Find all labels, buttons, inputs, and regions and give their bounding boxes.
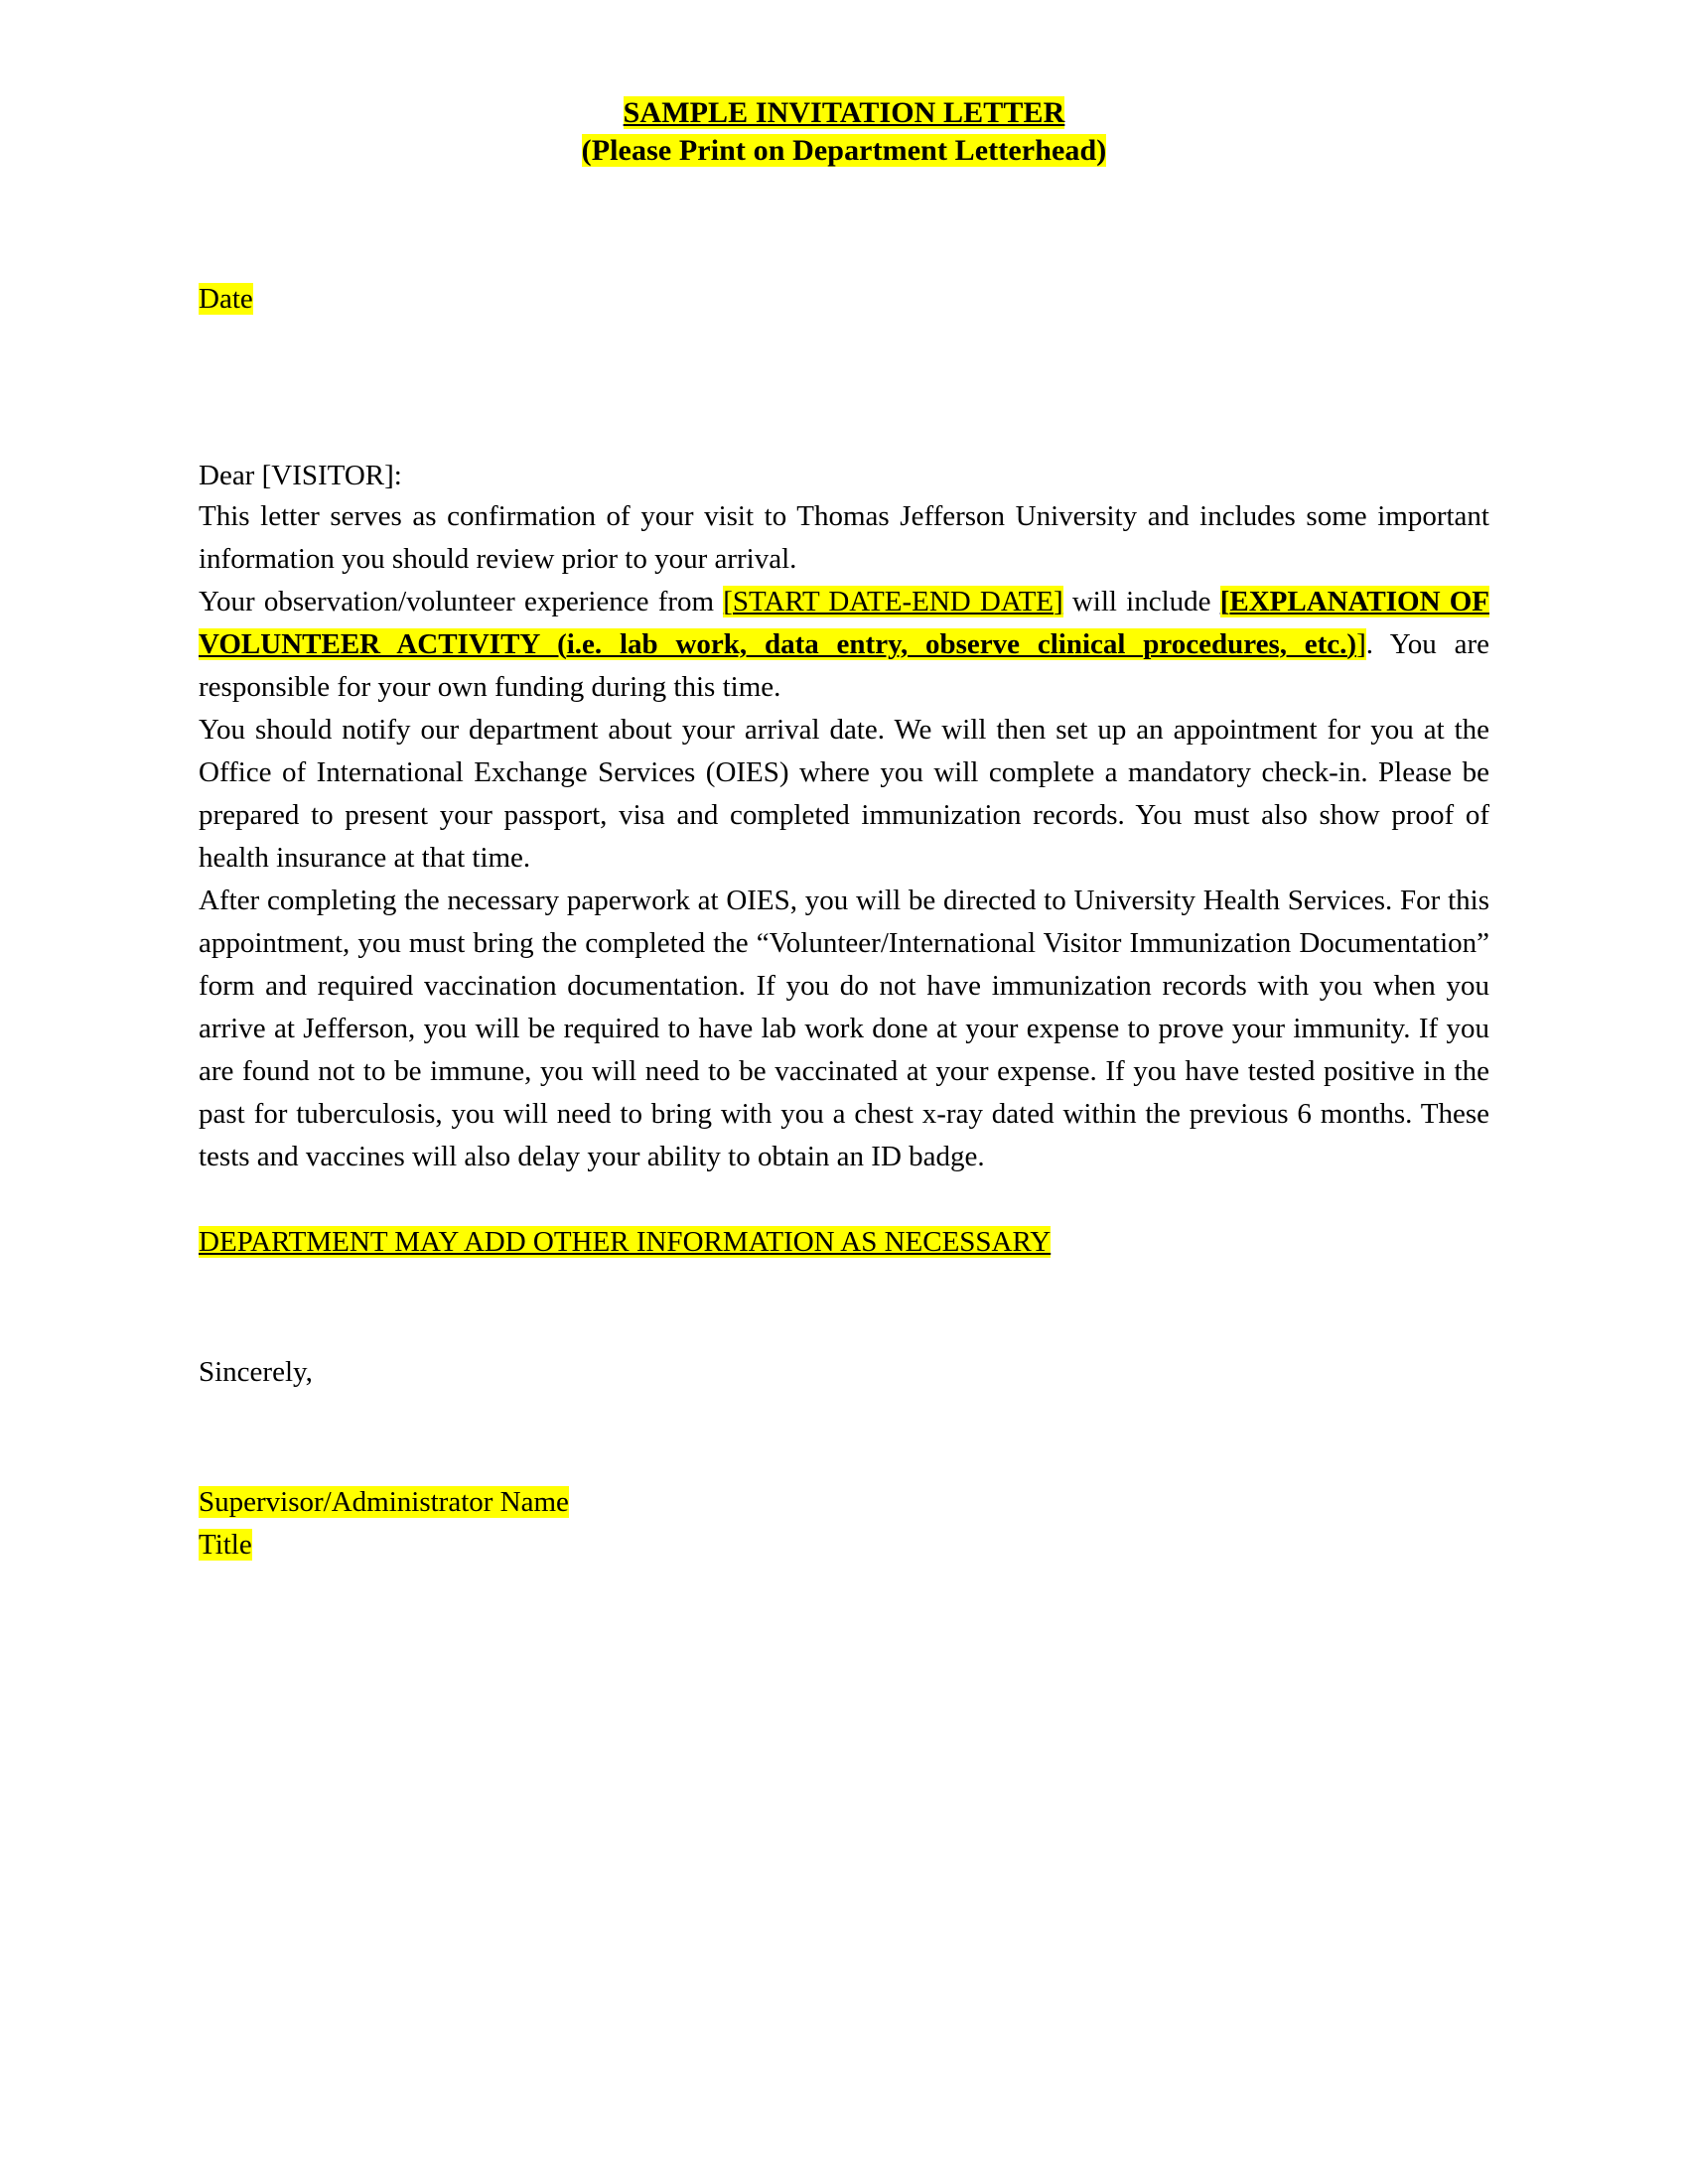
paragraph-oies-checkin: You should notify our department about your arrival date. We will then set up an appointment for you at the Office of International Exchange Services (OIES) where you will complete a mandatory check-in. Please be prepared to present your passport, visa and completed immunization records. You must also show proof of health insurance at that time. xyxy=(199,713,1489,874)
paragraph-confirmation: This letter serves as confirmation of your visit to Thomas Jefferson University and includes some important information you should review prior to your arrival. xyxy=(199,499,1489,575)
letter-content xyxy=(199,0,1489,1567)
paragraph-experience xyxy=(199,581,1489,709)
department-note-text: DEPARTMENT MAY ADD OTHER INFORMATION AS NECESSARY xyxy=(199,1225,1052,1258)
paragraph-health-services: After completing the necessary paperwork at OIES, you will be directed to University Health Services. For this appointment, you must bring the completed the “Volunteer/International Visitor Immunization Documentation” form and required vaccination documentation. If you do not have immunization records with you when you arrive at Jefferson, you will be required to have lab work done at your expense to prove your immunity. If you are found not to be immune, you will need to be vaccinated at your expense. If you have tested positive in the past for tuberculosis, you will need to bring with you a chest x-ray dated within the previous 6 months. These tests and vaccines will also delay your ability to obtain an ID badge. xyxy=(199,884,1489,1172)
date-placeholder: Date xyxy=(199,283,253,316)
date-field-row xyxy=(199,281,1489,319)
signature-title-row xyxy=(199,1524,1489,1567)
experience-lead-text: Your observation/volunteer experience from xyxy=(199,585,724,617)
bracket-open-activity: [ xyxy=(1219,585,1230,617)
bracket-close-activity: ] xyxy=(1356,627,1366,660)
placeholder-volunteer-activity: EXPLANATION OF VOLUNTEER ACTIVITY (i.e. lab work, data entry, observe clinical procedures, etc.) xyxy=(199,585,1489,660)
letter-title-primary: SAMPLE INVITATION LETTER xyxy=(623,96,1065,129)
department-note-row xyxy=(199,1221,1489,1264)
letter-title-block xyxy=(199,94,1489,170)
letter-title-line-1 xyxy=(199,94,1489,132)
letter-title-line-2 xyxy=(199,132,1489,170)
placeholder-supervisor-name: Supervisor/Administrator Name xyxy=(199,1485,569,1518)
closing-sincerely: Sincerely, xyxy=(199,1355,313,1388)
experience-tail-text: . You are responsible for your own funding during this time. xyxy=(199,627,1489,703)
placeholder-start-end-date: [START DATE-END DATE] xyxy=(723,585,1063,617)
signature-name-row xyxy=(199,1481,1489,1524)
signature-block xyxy=(199,1481,1489,1567)
letter-title-subtitle: (Please Print on Department Letterhead) xyxy=(581,134,1107,168)
placeholder-supervisor-title: Title xyxy=(199,1528,252,1561)
salutation-line: Dear [VISITOR]: xyxy=(199,459,402,491)
experience-mid-text: will include xyxy=(1062,585,1220,617)
